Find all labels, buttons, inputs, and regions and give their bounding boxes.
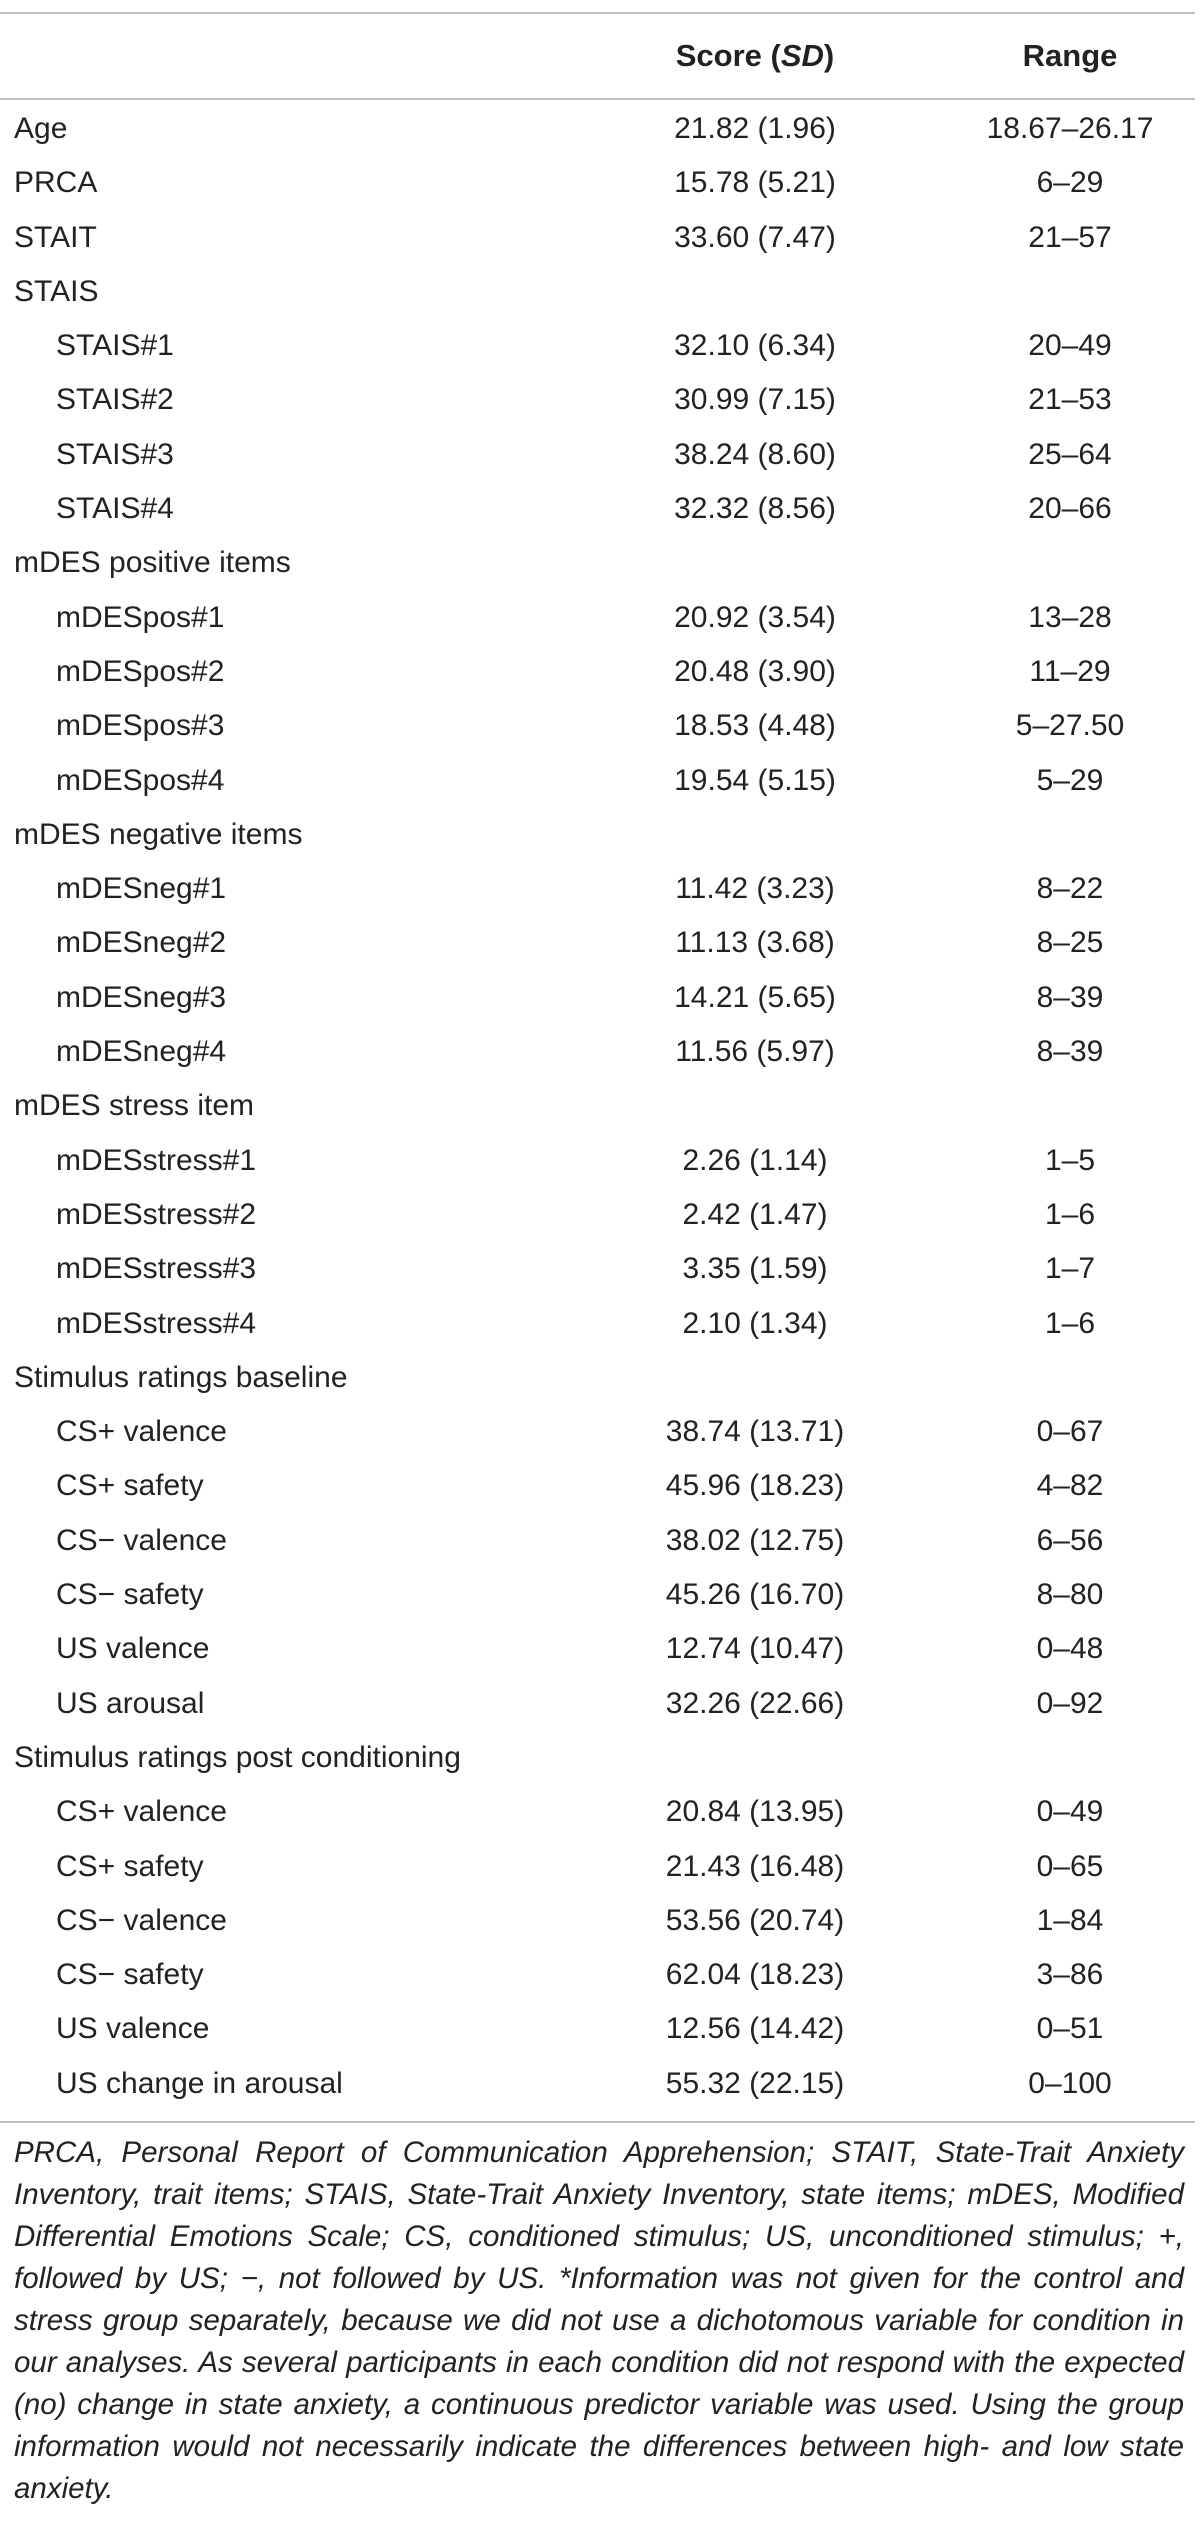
table-row xyxy=(0,914,1195,968)
table-section-row xyxy=(0,1729,1195,1783)
table-row xyxy=(0,480,1195,534)
table-row xyxy=(0,589,1195,643)
row-range: 8–80 xyxy=(1036,1578,1104,1612)
row-range: 21–53 xyxy=(1028,383,1112,417)
row-range: 1–84 xyxy=(1036,1903,1104,1937)
row-label: US arousal xyxy=(56,1686,205,1720)
table-footnote: PRCA, Personal Report of Communication Apprehension; STAIT, State-Trait Anxiety Inventory, trait items; STAIS, State-Trait Anxiety Inventory, state items; mDES, Modified Differential Emotions Scale; CS, conditioned stimulus; US, unconditioned stimulus; +, followed by US; −, not followed by US. *Information was not given for the control and stress group separately, because we did not use a dichotomous variable for condition in our analyses. As several participants in each condition did not respond with the expected (no) change in state anxiety, a continuous predictor variable was used. Using the group information would not necessarily indicate the differences between high- and low state anxiety. xyxy=(14,2136,1184,2505)
row-label: CS+ safety xyxy=(56,1849,204,1883)
row-score: 11.56 (5.97) xyxy=(675,1035,835,1069)
row-label: CS+ valence xyxy=(56,1795,227,1829)
row-label: mDESstress#3 xyxy=(56,1252,257,1286)
row-score: 2.42 (1.47) xyxy=(682,1197,828,1231)
row-score: 32.10 (6.34) xyxy=(674,329,836,363)
table-row xyxy=(0,2000,1195,2054)
row-label: Stimulus ratings baseline xyxy=(14,1360,348,1394)
row-range: 8–22 xyxy=(1036,872,1104,906)
row-range: 21–57 xyxy=(1028,220,1112,254)
table-row xyxy=(0,860,1195,914)
row-label: STAIT xyxy=(14,220,97,254)
row-label: mDESneg#3 xyxy=(56,980,227,1014)
row-score: 38.74 (13.71) xyxy=(665,1415,845,1449)
row-label: STAIS#3 xyxy=(56,437,174,471)
row-label: CS+ safety xyxy=(56,1469,204,1503)
table-section-row xyxy=(0,1077,1195,1131)
table-row xyxy=(0,1240,1195,1294)
row-label: CS− safety xyxy=(56,1578,204,1612)
row-label: mDES negative items xyxy=(14,817,303,851)
table-row xyxy=(0,1946,1195,2000)
row-label: mDESstress#2 xyxy=(56,1197,257,1231)
row-score: 55.32 (22.15) xyxy=(665,2066,845,2100)
table-row xyxy=(0,969,1195,1023)
table-section-row xyxy=(0,263,1195,317)
row-score: 20.92 (3.54) xyxy=(674,600,836,634)
row-range: 8–39 xyxy=(1036,1035,1104,1069)
table-row xyxy=(0,2055,1195,2109)
row-label: mDESpos#1 xyxy=(56,600,225,634)
row-label: US valence xyxy=(56,2012,210,2046)
table-section-row xyxy=(0,806,1195,860)
table-section-row xyxy=(0,534,1195,588)
row-range: 1–6 xyxy=(1044,1306,1096,1340)
row-range: 0–100 xyxy=(1028,2066,1112,2100)
table-row xyxy=(0,1838,1195,1892)
table-row xyxy=(0,1892,1195,1946)
row-label: mDESneg#4 xyxy=(56,1035,227,1069)
row-score: 33.60 (7.47) xyxy=(674,220,836,254)
row-score: 14.21 (5.65) xyxy=(674,980,836,1014)
range-column-header: Range xyxy=(1022,38,1118,73)
row-range: 0–92 xyxy=(1036,1686,1104,1720)
row-score: 45.96 (18.23) xyxy=(665,1469,845,1503)
row-score: 11.42 (3.23) xyxy=(675,872,835,906)
row-range: 1–6 xyxy=(1044,1197,1096,1231)
row-score: 18.53 (4.48) xyxy=(674,709,836,743)
table-row xyxy=(0,317,1195,371)
row-label: mDES stress item xyxy=(14,1089,255,1123)
row-label: US change in arousal xyxy=(56,2066,343,2100)
row-score: 32.26 (22.66) xyxy=(665,1686,845,1720)
table-body xyxy=(0,100,1195,2109)
row-range: 1–7 xyxy=(1044,1252,1096,1286)
table-row xyxy=(0,697,1195,751)
table-row xyxy=(0,100,1195,154)
table-row xyxy=(0,1783,1195,1837)
table-row xyxy=(0,1512,1195,1566)
row-range: 8–39 xyxy=(1036,980,1104,1014)
row-range: 0–48 xyxy=(1036,1632,1104,1666)
row-range: 20–66 xyxy=(1028,492,1112,526)
table-row xyxy=(0,643,1195,697)
row-label: CS− safety xyxy=(56,1958,204,1992)
row-score: 12.56 (14.42) xyxy=(665,2012,845,2046)
row-score: 30.99 (7.15) xyxy=(674,383,836,417)
row-score: 2.26 (1.14) xyxy=(682,1143,828,1177)
row-range: 18.67–26.17 xyxy=(986,112,1154,145)
row-score: 11.13 (3.68) xyxy=(675,926,835,960)
row-range: 11–29 xyxy=(1029,654,1111,688)
row-label: mDESpos#2 xyxy=(56,654,225,688)
row-score: 38.02 (12.75) xyxy=(665,1523,845,1557)
table-row xyxy=(0,752,1195,806)
row-range: 4–82 xyxy=(1036,1469,1104,1503)
table-row xyxy=(0,154,1195,208)
table-row xyxy=(0,1457,1195,1511)
table-row xyxy=(0,1132,1195,1186)
row-score: 53.56 (20.74) xyxy=(665,1903,845,1937)
row-range: 13–28 xyxy=(1028,600,1112,634)
row-label: CS− valence xyxy=(56,1523,227,1557)
table-section-row xyxy=(0,1349,1195,1403)
row-label: Age xyxy=(14,112,68,145)
row-label: mDES positive items xyxy=(14,546,291,580)
row-label: mDESpos#3 xyxy=(56,709,225,743)
row-label: mDESneg#1 xyxy=(56,872,227,906)
row-score: 15.78 (5.21) xyxy=(674,166,836,200)
table-row xyxy=(0,1675,1195,1729)
sd-label: SD xyxy=(780,38,824,73)
row-range: 5–27.50 xyxy=(1015,709,1125,743)
bottom-rule xyxy=(0,2121,1195,2123)
row-score: 21.43 (16.48) xyxy=(665,1849,845,1883)
row-range: 0–67 xyxy=(1036,1415,1104,1449)
table-row xyxy=(0,1295,1195,1349)
row-label: mDESstress#4 xyxy=(56,1306,257,1340)
row-score: 20.84 (13.95) xyxy=(665,1795,845,1829)
row-label: CS+ valence xyxy=(56,1415,227,1449)
table-row xyxy=(0,1620,1195,1674)
table-row xyxy=(0,1023,1195,1077)
row-range: 6–56 xyxy=(1036,1523,1104,1557)
table-header xyxy=(0,14,1195,98)
row-range: 6–29 xyxy=(1036,166,1104,200)
row-score: 12.74 (10.47) xyxy=(665,1632,845,1666)
row-range: 3–86 xyxy=(1036,1958,1104,1992)
row-range: 5–29 xyxy=(1036,763,1104,797)
row-score: 21.82 (1.96) xyxy=(674,112,836,145)
row-label: STAIS xyxy=(14,274,99,308)
row-range: 0–51 xyxy=(1036,2012,1104,2046)
row-label: US valence xyxy=(56,1632,210,1666)
score-column-header: Score (SD) xyxy=(675,38,835,73)
table-row xyxy=(0,371,1195,425)
row-range: 25–64 xyxy=(1028,437,1112,471)
row-score: 38.24 (8.60) xyxy=(674,437,836,471)
table-row xyxy=(0,1403,1195,1457)
table-row xyxy=(0,1186,1195,1240)
row-range: 0–65 xyxy=(1036,1849,1104,1883)
row-label: STAIS#2 xyxy=(56,383,174,417)
row-label: CS− valence xyxy=(56,1903,227,1937)
row-score: 45.26 (16.70) xyxy=(665,1578,845,1612)
table-row xyxy=(0,1566,1195,1620)
row-score: 3.35 (1.59) xyxy=(682,1252,828,1286)
table-row xyxy=(0,426,1195,480)
row-range: 8–25 xyxy=(1036,926,1104,960)
row-label: Stimulus ratings post conditioning xyxy=(14,1740,461,1774)
row-score: 20.48 (3.90) xyxy=(674,654,836,688)
row-label: mDESpos#4 xyxy=(56,763,225,797)
row-range: 0–49 xyxy=(1036,1795,1104,1829)
row-label: STAIS#4 xyxy=(56,492,174,526)
row-range: 20–49 xyxy=(1028,329,1112,363)
row-score: 62.04 (18.23) xyxy=(665,1958,845,1992)
row-score: 2.10 (1.34) xyxy=(682,1306,828,1340)
row-label: STAIS#1 xyxy=(56,329,174,363)
row-range: 1–5 xyxy=(1044,1143,1096,1177)
row-label: mDESstress#1 xyxy=(56,1143,257,1177)
row-label: PRCA xyxy=(14,166,98,200)
row-score: 19.54 (5.15) xyxy=(674,763,836,797)
table-row xyxy=(0,209,1195,263)
row-score: 32.32 (8.56) xyxy=(674,492,836,526)
row-label: mDESneg#2 xyxy=(56,926,227,960)
